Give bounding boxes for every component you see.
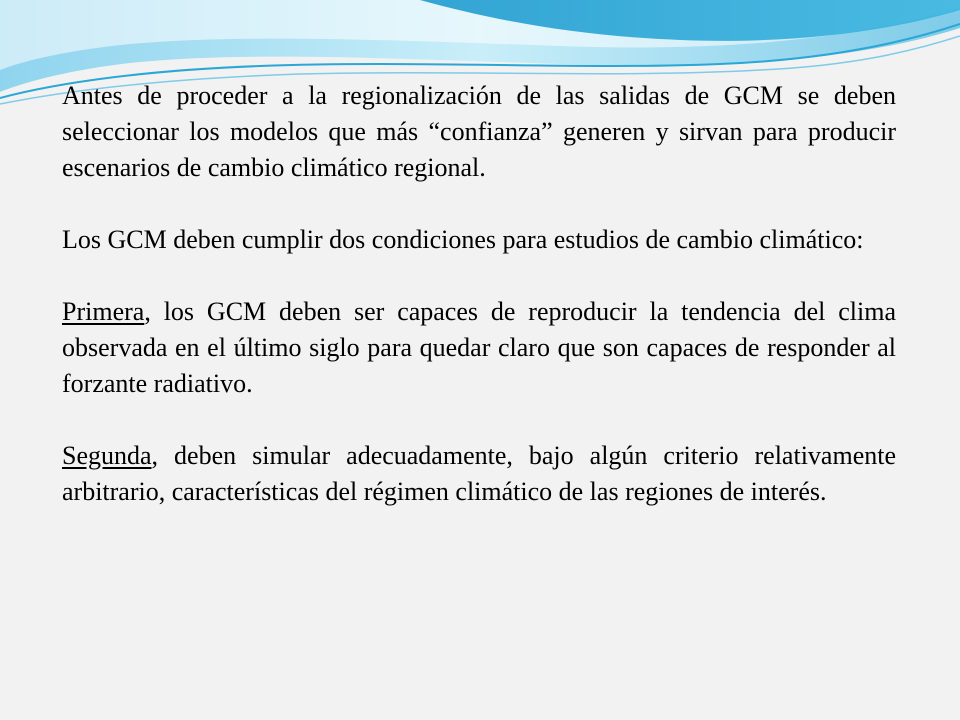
condition-lead-segunda: Segunda	[62, 441, 152, 470]
paragraph-second-condition	[62, 438, 896, 510]
paragraph-text: Los GCM deben cumplir dos condiciones para estudios de cambio climático:	[62, 225, 864, 254]
paragraph-intro	[62, 78, 896, 186]
paragraph-text: , deben simular adecuadamente, bajo algún criterio relativamente arbitrario, características del régimen climático de las regiones de interés.	[62, 441, 896, 506]
paragraph-text: Antes de proceder a la regionalización de las salidas de GCM se deben seleccionar los modelos que más “confianza” generen y sirvan para producir escenarios de cambio climático regional.	[62, 81, 896, 182]
condition-lead-primera: Primera	[62, 297, 145, 326]
paragraph-first-condition	[62, 294, 896, 402]
paragraph-conditions	[62, 222, 896, 258]
paragraph-text: , los GCM deben ser capaces de reproducir la tendencia del clima observada en el último siglo para quedar claro que son capaces de responder al forzante radiativo.	[62, 297, 896, 398]
slide-body	[62, 78, 896, 546]
